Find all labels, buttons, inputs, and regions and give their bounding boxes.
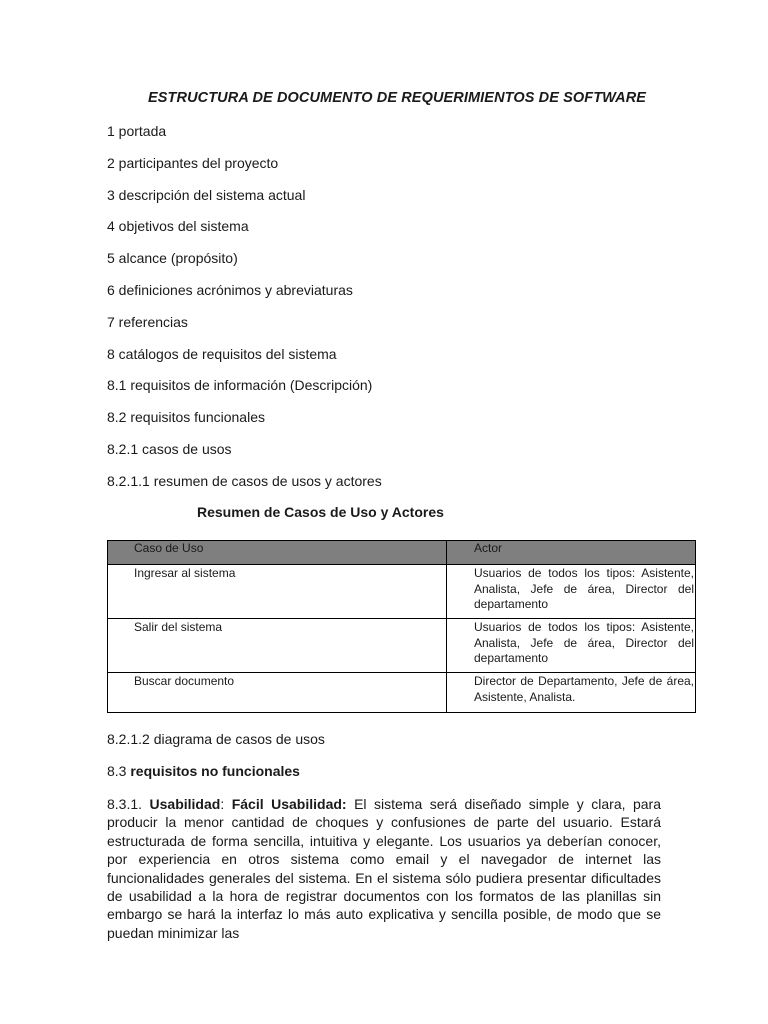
section-heading-8212: 8.2.1.2 diagrama de casos de usos xyxy=(107,731,325,747)
section-heading-83 xyxy=(107,763,300,779)
table-row xyxy=(108,673,696,713)
use-case-table xyxy=(107,540,696,713)
toc-item: 8.2.1.1 resumen de casos de usos y actores xyxy=(107,472,382,489)
table-row xyxy=(108,565,696,619)
table-header-use-case: Caso de Uso xyxy=(108,541,447,565)
document-title: ESTRUCTURA DE DOCUMENTO DE REQUERIMIENTOS DE SOFTWARE xyxy=(148,90,647,106)
table-row xyxy=(108,619,696,673)
table-title: Resumen de Casos de Uso y Actores xyxy=(197,504,444,520)
actor-cell: Usuarios de todos los tipos: Asistente, Analista, Jefe de área, Director del departamento xyxy=(447,565,696,619)
toc-item: 7 referencias xyxy=(107,313,188,330)
toc-list xyxy=(107,122,382,504)
toc-item: 8.2.1 casos de usos xyxy=(107,440,232,457)
toc-item: 5 alcance (propósito) xyxy=(107,250,238,267)
paragraph-colon: : xyxy=(220,796,225,812)
section-title: requisitos no funcionales xyxy=(130,763,300,779)
use-case-cell: Salir del sistema xyxy=(108,619,447,673)
toc-item: 8.1 requisitos de información (Descripción) xyxy=(107,377,373,394)
paragraph-term: Usabilidad xyxy=(149,796,221,812)
section-number: 8.3 xyxy=(107,763,127,779)
table-header-row xyxy=(108,541,696,565)
toc-item: 2 participantes del proyecto xyxy=(107,154,279,171)
use-case-cell: Buscar documento xyxy=(108,673,447,713)
table-header-actor: Actor xyxy=(447,541,696,565)
paragraph-text: El sistema será diseñado simple y clara, para producir la menor cantidad de choques y confusiones de parte del usuario. Estará estructurada de forma sencilla, intuitiva y elegante. Los usuarios ya deberían conocer, por experiencia en otros sistema como email y el navegador de internet las funcionalidades generales del sistema. En el sistema sólo pudiera presentar dificultades de usabilidad a la hora de registrar documentos con los formatos de las planillas sin embargo se hará la interfaz lo más auto explicativa y sencilla posible, de modo que se puedan minimizar las xyxy=(107,796,662,941)
actor-cell: Director de Departamento, Jefe de área, Asistente, Analista. xyxy=(447,673,696,713)
paragraph-number: 8.3.1. xyxy=(107,796,143,812)
paragraph-subterm: Fácil Usabilidad: xyxy=(231,796,347,812)
toc-item: 4 objetivos del sistema xyxy=(107,218,249,235)
toc-item: 3 descripción del sistema actual xyxy=(107,186,306,203)
toc-item: 1 portada xyxy=(107,123,167,139)
usability-paragraph xyxy=(107,795,661,942)
toc-item: 6 definiciones acrónimos y abreviaturas xyxy=(107,281,353,298)
toc-item: 8 catálogos de requisitos del sistema xyxy=(107,345,337,362)
use-case-cell: Ingresar al sistema xyxy=(108,565,447,619)
toc-item: 8.2 requisitos funcionales xyxy=(107,409,265,426)
actor-cell: Usuarios de todos los tipos: Asistente, Analista, Jefe de área, Director del departamento xyxy=(447,619,696,673)
